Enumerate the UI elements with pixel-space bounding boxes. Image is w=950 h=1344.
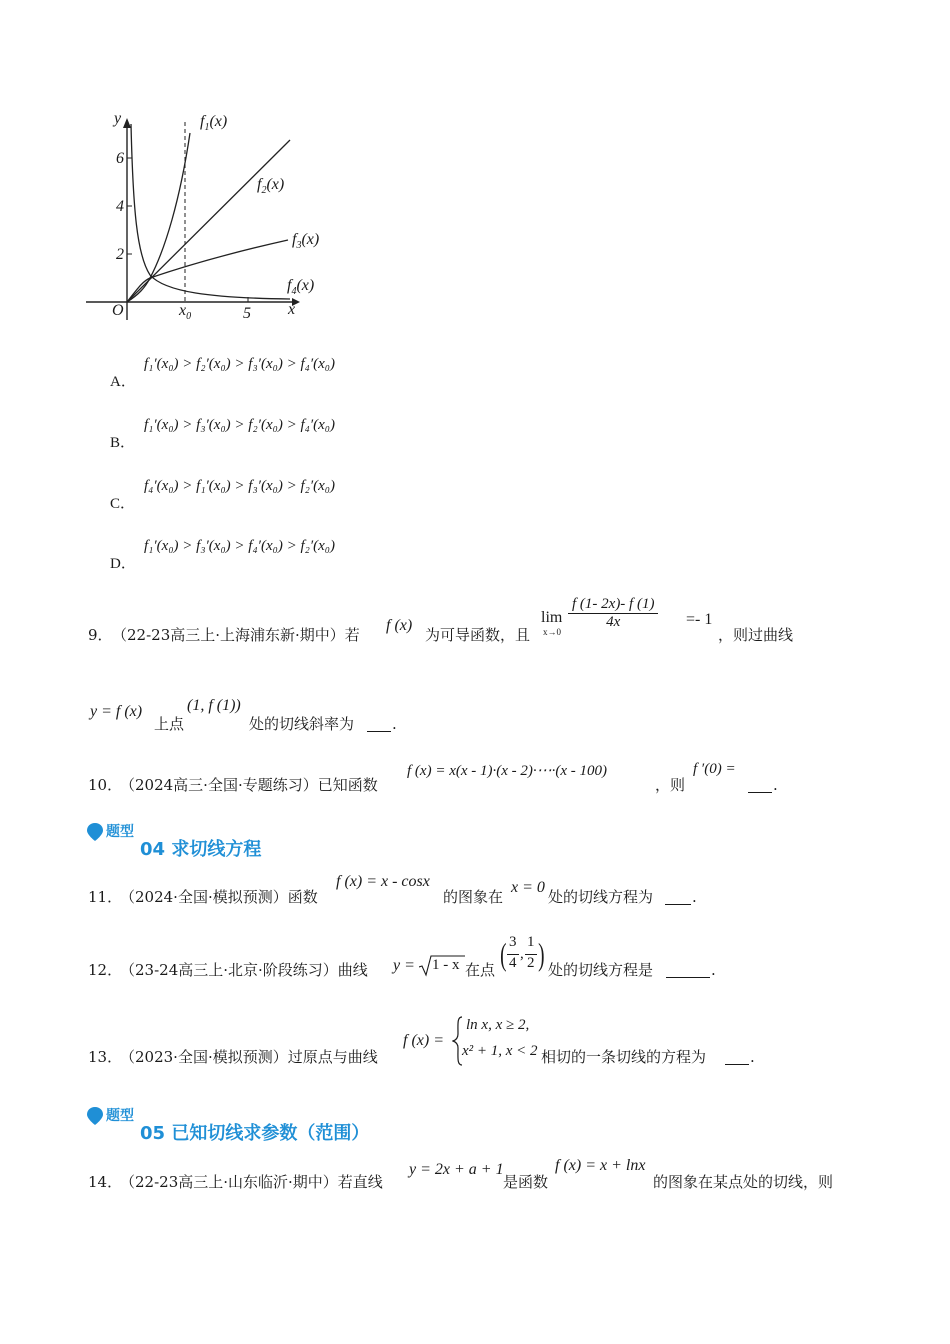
q9-equals: =- 1 (686, 611, 713, 628)
q9-fraction: f (1- 2x)- f (1) 4x (568, 596, 658, 631)
q11-source: （2024·全国·模拟预测）函数 (120, 888, 318, 906)
y-tick-2: 2 (116, 246, 124, 263)
section-05-title: 05 已知切线求参数（范围） (140, 1123, 370, 1144)
option-letter: D． (110, 556, 136, 572)
q9-text1: 为可导函数，且 (425, 626, 531, 644)
q9-answer-blank[interactable] (367, 717, 391, 732)
option-expr: f₄′(x₀) > f₁′(x₀) > f₃′(x₀) > f₂′(x₀) (144, 478, 335, 494)
q9-number: 9． (88, 626, 113, 644)
x0-label: $x_0$ (179, 302, 192, 323)
q13-number: 13． (88, 1048, 123, 1066)
q10-end: . (773, 776, 778, 794)
y-tick-4: 4 (116, 198, 124, 215)
q10-expr: f (x) = x(x - 1)·(x - 2)·⋯·(x - 100) (407, 763, 608, 779)
q12-answer-blank[interactable] (666, 963, 710, 978)
y-tick-6: 6 (116, 150, 124, 167)
q9-lim: lim (541, 609, 563, 626)
q13-answer-blank[interactable] (725, 1050, 749, 1065)
origin-label: O (112, 302, 124, 319)
section-04-title: 04 求切线方程 (140, 839, 262, 860)
q9-source: （22-23高三上·上海浦东新·期中）若 (112, 626, 360, 644)
f1-label: $f_1(x)$ (200, 113, 228, 134)
q14-source: （22-23高三上·山东临沂·期中）若直线 (120, 1173, 383, 1191)
option-letter: B． (110, 435, 136, 451)
option-letter: C． (110, 496, 136, 512)
q9-point: (1, f (1)) (187, 697, 241, 714)
q12-source: （23-24高三上·北京·阶段练习）曲线 (120, 961, 368, 979)
q12-expr-y: y = (393, 957, 415, 974)
q10-source: （2024高三·全国·专题练习）已知函数 (120, 776, 378, 794)
q14-expr2: f (x) = x + lnx (555, 1157, 646, 1174)
q12-text1: 在点 (465, 961, 496, 979)
f2-label: $f_2(x)$ (257, 176, 285, 197)
q12-end: . (711, 961, 716, 979)
section-05-label: 题型 (106, 1108, 134, 1124)
q9-lim-sub: x→0 (543, 627, 561, 637)
option-expr: f₁′(x₀) > f₃′(x₀) > f₄′(x₀) > f₂′(x₀) (144, 538, 335, 554)
q13-text1: 相切的一条切线的方程为 (541, 1048, 707, 1066)
q11-answer-blank[interactable] (665, 890, 691, 905)
q13-case1: ln x, x ≥ 2, (466, 1017, 530, 1033)
x-tick-5: 5 (243, 305, 251, 322)
y-axis-arrow-icon (123, 118, 131, 128)
q11-expr2: x = 0 (511, 879, 545, 896)
section-04-label: 题型 (106, 824, 134, 840)
q10-expr2: f ′(0) = (693, 761, 736, 777)
curve-f1 (127, 133, 190, 302)
f3-label: $f_3(x)$ (292, 231, 320, 252)
q13-end: . (750, 1048, 755, 1066)
q9-line2-text2: 处的切线斜率为 (249, 715, 355, 733)
q9-end: . (392, 715, 397, 733)
q13-expr: f (x) = (403, 1032, 444, 1049)
q11-text1: 的图象在 (443, 888, 504, 906)
q13-source: （2023·全国·模拟预测）过原点与曲线 (120, 1048, 378, 1066)
q14-number: 14． (88, 1173, 123, 1191)
q9-curve-expr: y = f (x) (90, 703, 143, 720)
q10-text1: ，则 (655, 776, 686, 794)
q14-expr: y = 2x + a + 1 (409, 1161, 504, 1178)
q9-line2-text1: 上点 (154, 715, 185, 733)
option-expr: f₁′(x₀) > f₃′(x₀) > f₂′(x₀) > f₄′(x₀) (144, 417, 335, 433)
f4-label: $f_4(x)$ (287, 277, 315, 298)
q11-number: 11． (88, 888, 123, 906)
option-expr: f₁′(x₀) > f₂′(x₀) > f₃′(x₀) > f₄′(x₀) (144, 356, 335, 372)
x-axis-label: x (288, 301, 296, 318)
q11-end: . (692, 888, 697, 906)
q14-text1: 是函数 (503, 1173, 549, 1191)
curve-f4 (131, 124, 290, 299)
option-letter: A． (110, 374, 136, 390)
q9-text2: ，则过曲线 (718, 626, 794, 644)
q12-text2: 处的切线方程是 (548, 961, 654, 979)
q14-text2: 的图象在某点处的切线，则 (653, 1173, 834, 1191)
y-axis-label: y (114, 110, 122, 127)
location-pin-icon (86, 822, 104, 842)
curve-f3 (127, 240, 288, 302)
q10-answer-blank[interactable] (748, 778, 772, 793)
location-pin-icon (86, 1106, 104, 1126)
q12-number: 12． (88, 961, 123, 979)
q11-text2: 处的切线方程为 (548, 888, 654, 906)
q13-case2: x² + 1, x < 2 (462, 1043, 538, 1059)
q9-fx: f (x) (386, 617, 413, 634)
q11-expr: f (x) = x - cosx (336, 873, 430, 890)
q10-number: 10． (88, 776, 123, 794)
